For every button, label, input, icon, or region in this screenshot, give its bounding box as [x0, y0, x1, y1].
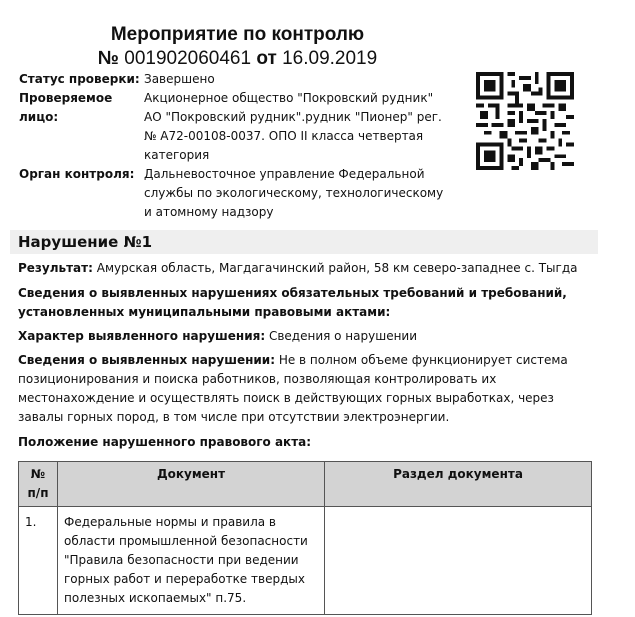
violation-heading: Нарушение №1 — [10, 230, 598, 254]
col-section-header: Раздел документа — [325, 462, 592, 507]
character-value: Сведения о нарушении — [268, 329, 418, 343]
row-section — [325, 507, 592, 615]
organ-row — [19, 165, 449, 222]
col-document-header: Документ — [58, 462, 325, 507]
qr-code-icon — [476, 72, 574, 170]
violations-info-heading: Сведения о выявленных нарушениях обязательных требований и требований, установленных муниципальными правовыми актами: — [18, 286, 567, 319]
document-number: 001902060461 — [124, 48, 252, 69]
details-paragraph — [18, 351, 598, 427]
row-number: 1. — [19, 507, 58, 615]
details-label: Сведения о выявленных нарушении: — [18, 353, 275, 367]
col-number-header: № п/п — [19, 462, 58, 507]
subject-value: Акционерное общество "Покровский рудник" АО "Покровский рудник".рудник "Пионер" рег. № А72-00108-0037. ОПО II класса четвертая категория — [144, 91, 442, 162]
result-value: Амурская область, Магдагачинский район, 58 км северо-западнее с. Тыгда — [96, 261, 578, 275]
document-date: 16.09.2019 — [282, 48, 378, 69]
date-prefix: от — [256, 48, 277, 69]
organ-value: Дальневосточное управление Федеральной службы по экологическому, технологическому и атомному надзору — [144, 167, 444, 219]
details-value: Не в полном объеме функционирует система позиционирования и поиска работников, позволяющая контролировать их местонахождение и осуществлять поиск в действующих горных выработках, через завалы горных пород, в том числе при отсутствии электроэнергии. — [18, 353, 568, 424]
document-number-line — [0, 48, 475, 70]
status-label: Статус проверки: — [19, 72, 140, 86]
character-line — [18, 327, 598, 346]
subject-label: Проверяемое лицо: — [19, 91, 113, 124]
inspection-info — [19, 70, 449, 222]
subject-row — [19, 89, 449, 165]
status-value: Завершено — [144, 72, 215, 86]
organ-label: Орган контроля: — [19, 167, 135, 181]
row-document: Федеральные нормы и правила в области промышленной безопасности "Правила безопасности при ведении горных работ и переработке твердых полезных ископаемых" п.75. — [58, 507, 325, 615]
status-row — [19, 70, 449, 89]
table-header-row — [19, 462, 592, 507]
table-row — [19, 507, 592, 615]
character-label: Характер выявленного нарушения: — [18, 329, 266, 343]
number-prefix: № — [97, 48, 119, 69]
result-line — [18, 259, 598, 278]
result-label: Результат: — [18, 261, 93, 275]
page-title: Мероприятие по контролю — [110, 24, 365, 45]
provision-heading: Положение нарушенного правового акта: — [18, 435, 312, 449]
documents-table — [18, 461, 592, 615]
